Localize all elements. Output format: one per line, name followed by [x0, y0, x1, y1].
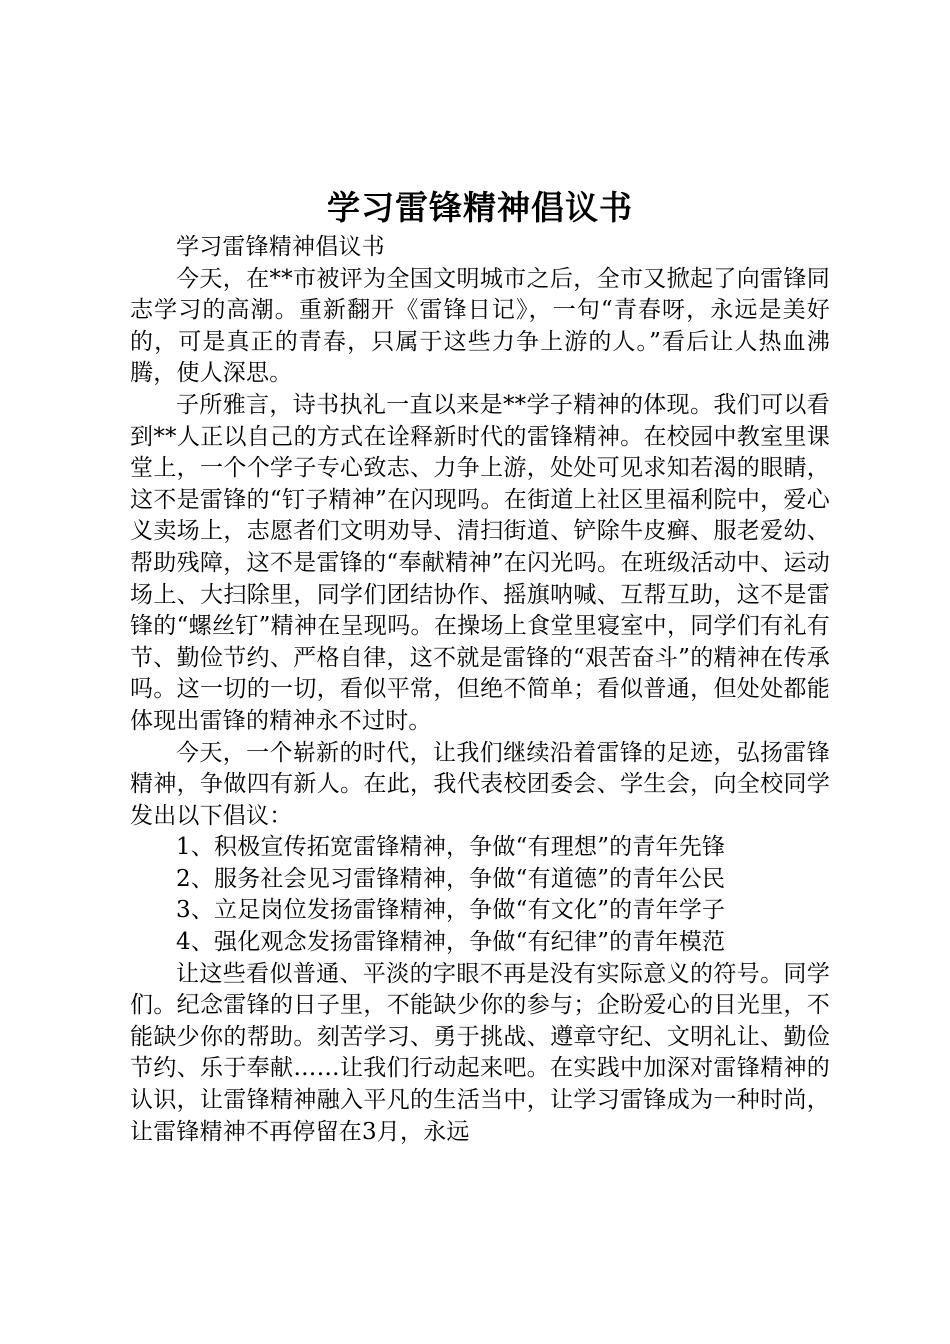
- proposal-item-2: 2、服务社会见习雷锋精神，争做“有道德”的青年公民: [176, 865, 726, 892]
- subtitle-paragraph: 学习雷锋精神倡议书: [176, 234, 385, 260]
- proposal-item-4: 4、强化观念发扬雷锋精神，争做“有纪律”的青年模范: [176, 929, 726, 956]
- intro-paragraph: 今天，在**市被评为全国文明城市之后，全市又掀起了向雷锋同志学习的高潮。重新翻开《雷锋日记》，一句“青春呀，永远是美好的，可是真正的青春，只属于这些力争上游的人。”看后让人热血沸腾，使人深思。: [130, 265, 830, 387]
- document-page: [130, 0, 830, 1344]
- spirit-paragraph: 子所雅言，诗书执礼一直以来是**学子精神的体现。我们可以看到**人正以自己的方式在诠释新时代的雷锋精神。在校园中教室里课堂上，一个个学子专心致志、力争上游，处处可见求知若渴的眼睛，这不是雷锋的“钉子精神”在闪现吗。在街道上社区里福利院中，爱心义卖场上，志愿者们文明劝导、清扫街道、铲除牛皮癣、服老爱幼、帮助残障，这不是雷锋的“奉献精神”在闪光吗。在班级活动中、运动场上、大扫除里，同学们团结协作、摇旗呐喊、互帮互助，这不是雷锋的“螺丝钉”精神在呈现吗。在操场上食堂里寝室中，同学们有礼有节、勤俭节约、严格自律，这不就是雷锋的“艰苦奋斗”的精神在传承吗。这一切的一切，看似平常，但绝不简单；看似普通，但处处都能体现出雷锋的精神永不过时。: [130, 391, 830, 734]
- closing-paragraph: 让这些看似普通、平淡的字眼不再是没有实际意义的符号。同学们。纪念雷锋的日子里，不能缺少你的参与；企盼爱心的目光里，不能缺少你的帮助。刻苦学习、勇于挑战、遵章守纪、文明礼让、勤俭节约、乐于奉献……让我们行动起来吧。在实践中加深对雷锋精神的认识，让雷锋精神融入平凡的生活当中，让学习雷锋成为一种时尚，让雷锋精神不再停留在3月，永远: [130, 960, 830, 1145]
- proposal-intro-paragraph: 今天，一个崭新的时代，让我们继续沿着雷锋的足迹，弘扬雷锋精神，争做四有新人。在此，我代表校团委会、学生会，向全校同学发出以下倡议：: [130, 739, 830, 829]
- document-title: 学习雷锋精神倡议书: [327, 188, 633, 227]
- proposal-item-1: 1、积极宣传拓宽雷锋精神，争做“有理想”的青年先锋: [176, 834, 726, 861]
- document-body: [130, 232, 830, 1148]
- proposal-item-3: 3、立足岗位发扬雷锋精神，争做“有文化”的青年学子: [176, 897, 726, 924]
